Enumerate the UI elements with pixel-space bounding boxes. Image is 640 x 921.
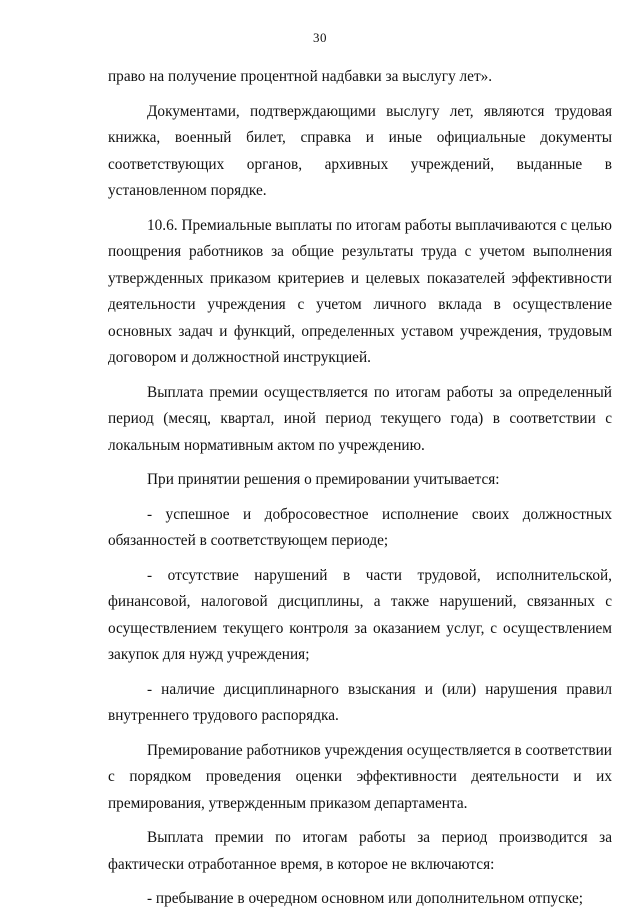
page-number: 30 <box>313 30 327 45</box>
list-item-successful-performance: - успешное и добросовестное исполнение своих должностных обязанностей в соответствующем периоде; <box>108 505 612 549</box>
list-item-no-violations: - отсутствие нарушений в части трудовой, исполнительской, финансовой, налоговой дисциплины, а также нарушений, связанных с осуществлением текущего контроля за оказанием услуг, с осуществлением закупок для нужд учреждения; <box>108 566 612 663</box>
paragraph-service-documents: Документами, подтверждающими выслугу лет, являются трудовая книжка, военный билет, справка и иные официальные документы соответствующих органов, архивных учреждений, выданные в установленном порядке. <box>108 102 612 199</box>
paragraph-bonus-worked-time: Выплата премии по итогам работы за период производится за фактически отработанное время, в которое не включаются: <box>108 829 612 873</box>
paragraph-bonus-procedure: Премирование работников учреждения осуществляется в соответствии с порядком проведения оценки эффективности деятельности и их премирования, утвержденным приказом департамента. <box>108 741 612 812</box>
paragraph-10-6-bonus-payments: 10.6. Премиальные выплаты по итогам работы выплачиваются с целью поощрения работников за общие результаты труда с учетом выполнения утвержденных приказом критериев и целевых показателей эффективности деятельности учреждения с учетом личного вклада в осуществление основных задач и функций, определенных уставом учреждения, трудовым договором и должностной инструкцией. <box>108 216 612 366</box>
list-item-vacation: - пребывание в очередном основном или дополнительном отпуске; <box>147 890 584 907</box>
list-item-disciplinary-action: - наличие дисциплинарного взыскания и (или) нарушения правил внутреннего трудового распорядка. <box>108 680 612 724</box>
paragraph-bonus-period: Выплата премии осуществляется по итогам работы за определенный период (месяц, квартал, иной период текущего года) в соответствии с локальным нормативным актом по учреждению. <box>108 383 612 454</box>
paragraph-continuation: право на получение процентной надбавки за выслугу лет». <box>108 68 493 85</box>
paragraph-bonus-criteria-intro: При принятии решения о премировании учитывается: <box>147 471 500 488</box>
document-body <box>108 64 612 921</box>
